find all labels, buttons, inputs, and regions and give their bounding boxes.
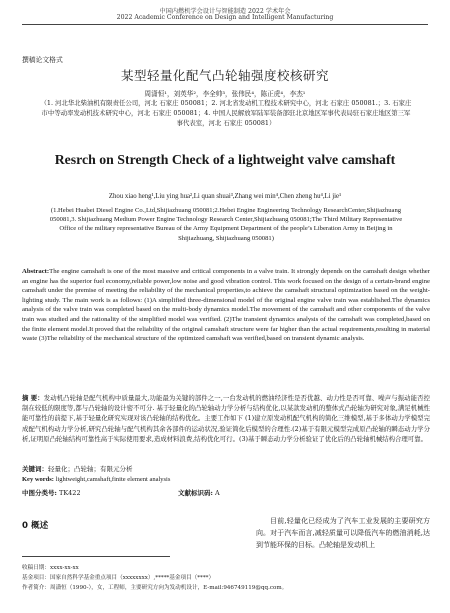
section-0-heading: 0 概述 — [22, 521, 49, 531]
abstract-text: The engine camshaft is one of the most massive and critical components in a valve train. It strongly depends on the camshaft design whether an engine has the superior fuel economy,reliable power,low noise and good vibration control. This work focused on the design of a certain-brand engine camshaft under the premise of meeting the reliability of the mechanical properties,to achieve the camshaft structural optimization based on the weight-lighting study. The main work is as follows: (1)A simplified three-dimensional model of the original engine valve train was established.The dynamics analysis of the valve train was completed based on the multi-body dynamics model.The movement of the camshaft and other components of the valve train was studied and the rationality of the simplified model was verified. (2)The transient dynamics analysis of the camshaft was completed,based on the finite element model.It proved that the reliability of the original camshaft structure were far higher than the actual requirements,resulting in material waste (3)The reliability of the mechanical structure of the optimized camshaft was verified,based on transient dynamic analysis. — [22, 268, 430, 343]
en-keywords — [22, 476, 170, 483]
cn-affiliation: （1. 河北华北柴油机有限责任公司，河北 石家庄 050081；2. 河北省发动机工程技术研究中心，河北 石家庄 050081.；3. 石家庄市中等动率发动机技术研究中心，河北 石家庄 050081；4. 中国人民解放军陆军装备部驻北京地区军事代表局驻石家庄地区第三军事代表室，河北 石家庄 050081） — [40, 99, 412, 127]
cn-keywords-value: 轻量化；凸轮轴；有限元分析 — [48, 465, 133, 473]
cn-abstract-label: 摘 要： — [22, 394, 44, 402]
classification-number — [22, 488, 81, 497]
conference-header-cn: 中国内燃机学会设计与智能制造 2022 学术年会 — [159, 8, 291, 15]
cn-authors: 周潇恒¹，刘英华²，李全帅³，张伟民⁴，陈正虎⁴，李杰¹ — [144, 90, 306, 98]
cn-title: 某型轻量化配气凸轮轴强度校核研究 — [120, 68, 329, 83]
document-code — [178, 488, 220, 497]
footnote-received: 收稿日期：xxxx-xx-xx — [22, 565, 79, 571]
en-affiliation: (1.Hebei Huabei Diesel Engine Co.,Ltd,Shijiazhuang 050081;2.Hebei Engine Engineering Technology ResearchCenter,Shijiazhuang 050081,3. Shijiazhuang Medium Power Engine Technology Research Center,Shijiazhuang 050081;The Third Military Representative Office of the military representative Bureau of the Army Equipment Department of the people’s Liberation Army in Beijing in Shijiazhuang, Shijiazhuang 050081) — [49, 207, 403, 242]
en-keywords-value: lightweight,camshaft,finite element analysis — [55, 476, 171, 483]
cn-keywords — [22, 464, 133, 473]
en-authors: Zhou xiao heng¹,Liu ying hua²,Li quan shuai³,Zhang wei min⁴,Chen zheng hu⁴,Li jie¹ — [108, 193, 342, 200]
classification-value: TK422 — [58, 489, 81, 497]
conference-header-en: 2022 Academic Conference on Design and Intelligent Manufacturing — [116, 14, 334, 21]
cn-abstract — [22, 393, 430, 444]
document-code-label: 文献标识码: — [178, 489, 213, 497]
footnote-author: 作者简介：周潇恒（1990-），女，工程师，主要研究方向为发动机设计，E-mail:946749119@qq.com。 — [22, 585, 288, 591]
section-label: 撰稿论文格式 — [22, 56, 63, 64]
en-abstract — [22, 267, 430, 344]
intro-paragraph: 目前,轻量化已经成为了汽车工业发展的主要研究方向。对于汽车而言,减轻质量可以降低汽车的燃油消耗,达到节能环保的目标。凸轮轴是发动机上 — [256, 517, 430, 549]
footnote-rule — [22, 556, 170, 557]
cn-abstract-text: 发动机凸轮轴是配气机构中质量最大,功能最为关键的部件之一,一台发动机的燃油经济性是否优越、动力性是否可靠、噪声与振动能否控制在较低的限度等,都与凸轮轴的设计密不可分. 基于轻量化的凸轮轴动力学分析与结构优化,以某款发动机的整体式凸轮轴为研究对象,满足机械性能可靠性的前提下,基于轻量化研究实现对该凸轮轴的结构优化。主要工作如下 (1)建立原发动机配气机构的简化三维模型,基于多体动力学模型完成配气机构动力学分析,研究凸轮轴与配气机构其余各部件的运动状况,验证简化后模型的合理性.(2)基于有限元模型完成原凸轮轴的瞬态动力学分析,证明原凸轮轴结构可靠性高于实际使用要求,造成材料浪费,结构优化可行。(3)基于瞬态动力学分析验证了优化后的凸轮轴机械结构合理可靠。 — [22, 394, 430, 443]
classification-label: 中图分类号: — [22, 489, 57, 497]
abstract-label: Abstract: — [22, 268, 50, 275]
en-title: Resrch on Strength Check of a lightweight valve camshaft — [54, 152, 396, 167]
document-code-value: A — [214, 489, 220, 497]
header-rule — [22, 24, 428, 25]
cn-keywords-label: 关键词： — [22, 465, 48, 473]
footnote-fund: 基金项目：国家自然科学基金重点项目（xxxxxxxx）,*****基金项目（****） — [22, 575, 215, 581]
en-keywords-label: Key words: — [22, 476, 54, 483]
